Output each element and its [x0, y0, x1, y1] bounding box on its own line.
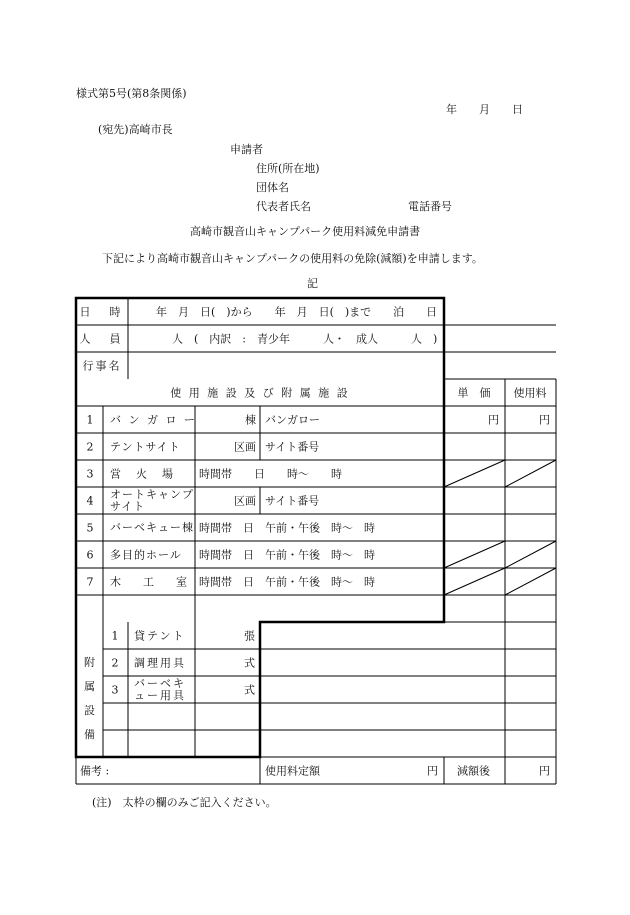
accessory-number: 1 — [111, 629, 119, 643]
facility-detail[interactable]: 時間帯 日 午前・午後 時～ 時 — [199, 548, 375, 562]
facility-unit: 区画 — [234, 440, 256, 454]
facility-detail[interactable]: サイト番号 — [265, 494, 320, 508]
accessory-number: 3 — [111, 683, 119, 697]
facility-name: バーベキュー棟 — [110, 521, 194, 534]
representative-label: 代表者氏名 — [256, 200, 311, 213]
facility-name: オートキャンプサイト — [110, 488, 194, 513]
event-label: 行事名 — [82, 359, 122, 373]
facility-unit: 区画 — [234, 494, 256, 508]
accessory-name: 調理用具 — [134, 656, 186, 670]
accessory-name: バーベキュー用具 — [134, 677, 186, 702]
after-reduction-label: 減額後 — [457, 764, 490, 778]
facility-number: 5 — [86, 521, 94, 535]
organization-label: 団体名 — [256, 181, 289, 194]
accessory-unit: 式 — [244, 656, 255, 670]
facility-number: 4 — [86, 494, 94, 508]
facility-number: 3 — [86, 467, 94, 481]
persons-field[interactable]: 人 ( 内訳 : 青少年 人・ 成人 人 ) — [172, 332, 438, 346]
facility-fee: 円 — [539, 413, 550, 427]
accessory-unit: 式 — [244, 683, 255, 697]
fixed-fee-unit: 円 — [427, 764, 438, 778]
form-number: 様式第5号(第8条関係) — [76, 87, 187, 100]
facility-name: 多目的ホール — [110, 548, 182, 562]
accessories-label: 附 属 設 備 — [84, 656, 95, 741]
accessory-name: 貸テント — [134, 629, 186, 643]
persons-label: 人 員 — [79, 332, 125, 346]
facility-name: 営 火 場 — [110, 467, 175, 481]
ki-label: 記 — [307, 277, 318, 290]
fee-header: 使用料 — [513, 386, 547, 400]
facility-detail[interactable]: 時間帯 日 午前・午後 時～ 時 — [199, 575, 375, 589]
facility-number: 1 — [86, 413, 94, 427]
facilities-header: 使 用 施 設 及 び 附 属 施 設 — [170, 386, 350, 400]
facility-number: 2 — [86, 440, 94, 454]
facility-unit: 棟 — [245, 413, 256, 427]
accessory-number: 2 — [111, 656, 119, 670]
address-label: 住所(所在地) — [256, 162, 320, 175]
facility-detail[interactable]: バンガロー — [265, 413, 320, 427]
datetime-field[interactable]: 年 月 日( )から 年 月 日( )まで 泊 日 — [156, 305, 438, 319]
addressee: (宛先)高崎市長 — [98, 123, 173, 136]
facility-detail[interactable]: 時間帯 日 午前・午後 時～ 時 — [199, 521, 375, 535]
facility-detail[interactable]: 時間帯 日 時～ 時 — [199, 467, 342, 481]
footnote: (注) 太枠の欄のみご記入ください。 — [92, 796, 277, 809]
remarks-label: 備考 : — [80, 764, 110, 778]
facility-name: 木 工 室 — [110, 575, 187, 589]
after-reduction-unit: 円 — [539, 764, 550, 778]
facility-name: テントサイト — [110, 440, 181, 454]
applicant-label: 申請者 — [230, 143, 263, 156]
accessory-unit: 張 — [244, 629, 255, 643]
phone-label: 電話番号 — [408, 200, 452, 213]
intro-text: 下記により高崎市観音山キャンプパークの使用料の免除(減額)を申請します。 — [102, 252, 483, 265]
facility-detail[interactable]: サイト番号 — [265, 440, 320, 454]
unit-price-header: 単 価 — [457, 386, 491, 400]
fixed-fee-label: 使用料定額 — [265, 764, 320, 778]
datetime-label: 日 時 — [79, 305, 125, 319]
event-field[interactable] — [130, 354, 442, 378]
document-title: 高崎市観音山キャンプパーク使用料減免申請書 — [190, 225, 421, 238]
date-line: 年 月 日 — [446, 103, 523, 116]
facility-number: 6 — [86, 548, 94, 562]
facility-unit-price: 円 — [488, 413, 499, 427]
facility-name: バ ン ガ ロ ー — [110, 413, 197, 427]
facility-number: 7 — [86, 575, 94, 589]
